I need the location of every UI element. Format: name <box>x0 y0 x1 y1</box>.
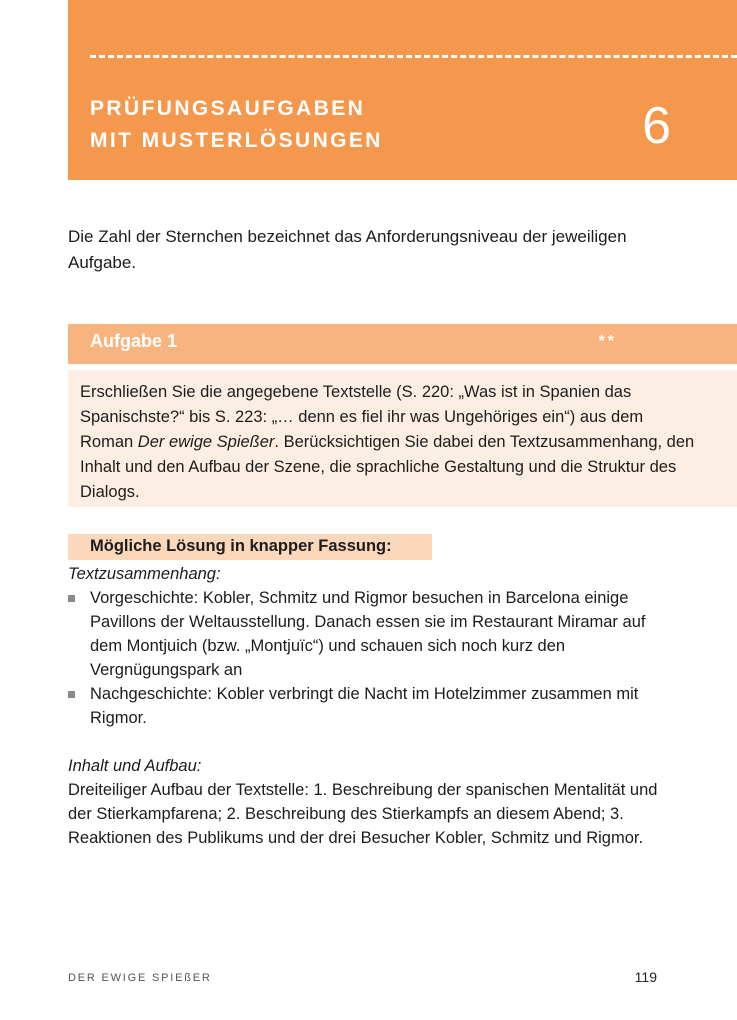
list-item <box>68 682 668 730</box>
list-item <box>68 586 668 682</box>
header-dashed-divider <box>90 55 737 58</box>
difficulty-stars: ** <box>598 333 617 350</box>
page-number: 119 <box>634 969 657 985</box>
solution-label-bar <box>68 534 432 560</box>
task-description-box <box>68 370 737 507</box>
chapter-number: 6 <box>642 97 671 155</box>
intro-text: Die Zahl der Sternchen bezeichnet das Anforderungsniveau der jeweiligen Aufgabe. <box>68 227 627 272</box>
novel-title: Der ewige Spießer <box>137 433 275 451</box>
context-list <box>68 586 668 730</box>
running-footer-title: DER EWIGE SPIEßER <box>68 972 212 984</box>
task-text-part-2: . Berücksichtigen Sie dabei den Textzusammenhang, den Inhalt und den Aufbau der Szene, die sprachliche Gestaltung und die Struktur des Dialogs. <box>80 433 695 501</box>
section-heading-content-structure: Inhalt und Aufbau: <box>68 757 202 775</box>
chapter-title-line-2: MIT MUSTERLÖSUNGEN <box>90 129 383 152</box>
section-heading-context: Textzusammenhang: <box>68 565 221 583</box>
task-header-bar <box>68 324 737 364</box>
task-text-part-1: Erschließen Sie die angegebene Textstelle (S. 220: „Was ist in Spanien das Spanischste?“ bis S. 223: „… denn es fiel ihr was Ungehöriges ein“) aus dem Roman <box>80 383 644 451</box>
chapter-header <box>68 0 737 180</box>
chapter-title <box>90 93 383 157</box>
list-item-text: Nachgeschichte: Kobler verbringt die Nacht im Hotelzimmer zusammen mit Rigmor. <box>90 685 639 727</box>
square-bullet-icon <box>68 691 75 698</box>
task-label: Aufgabe 1 <box>90 331 178 351</box>
solution-content <box>68 562 668 850</box>
chapter-title-line-1: PRÜFUNGSAUFGABEN <box>90 97 366 120</box>
task-description <box>80 380 700 505</box>
list-item-text: Vorgeschichte: Kobler, Schmitz und Rigmor besuchen in Barcelona einige Pavillons der Weltausstellung. Danach essen sie im Restaurant Miramar auf dem Montjuich (bzw. „Montjuïc“) und schauen sich noch kurz den Vergnügungspark an <box>90 589 646 679</box>
square-bullet-icon <box>68 595 75 602</box>
content-structure-text: Dreiteiliger Aufbau der Textstelle: 1. Beschreibung der spanischen Mentalität und der Stierkampfarena; 2. Beschreibung des Stierkampfs an diesem Abend; 3. Reaktionen des Publikums und der drei Besucher Kobler, Schmitz und Rigmor. <box>68 781 658 847</box>
solution-label: Mögliche Lösung in knapper Fassung: <box>90 537 392 555</box>
